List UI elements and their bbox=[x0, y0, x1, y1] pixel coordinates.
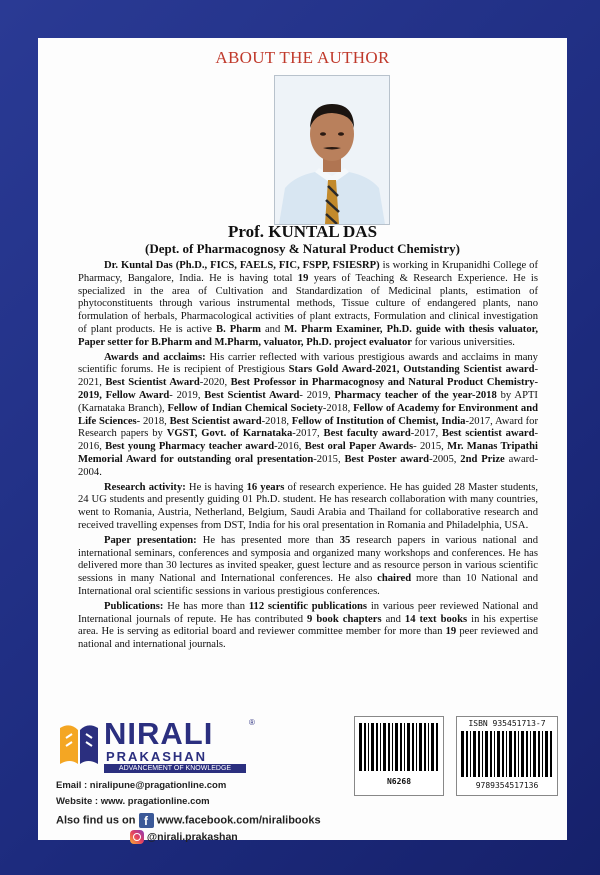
bio-emphasis: Stars Gold Award-2021, Outstanding Scientist award bbox=[288, 364, 535, 376]
bio-emphasis: Best oral Paper Awards bbox=[304, 441, 414, 453]
bio-emphasis: Paper presentation: bbox=[104, 534, 197, 546]
bio-emphasis: Best Scientist Award bbox=[204, 389, 300, 401]
bio-emphasis: Awards and acclaims: bbox=[104, 351, 206, 363]
publisher-subname: PRAKASHAN bbox=[106, 749, 208, 764]
isbn-barcode bbox=[456, 716, 558, 796]
bio-emphasis: 35 bbox=[339, 534, 351, 546]
bio-text-run: in his expertise area. He is serving as editorial board and reviewer committee member for more than bbox=[78, 613, 538, 638]
bio-paragraph-publications bbox=[78, 601, 538, 652]
bio-text-run: -2018, bbox=[261, 415, 292, 427]
barcode-bars-isbn bbox=[461, 731, 553, 777]
registered-mark: ® bbox=[249, 718, 255, 727]
author-biography bbox=[78, 260, 538, 654]
book-logo-icon bbox=[56, 718, 102, 768]
bio-text-run: is working in Krupanidhi College of Pharmacy, Bangalore, India. He is having total bbox=[78, 260, 538, 284]
bio-text-run: research papers in various national and international seminars, conferences and symposia and organized many workshops and conferences. He has delivered more than 30 lectures as invited speaker, guest lecture and as resource person in various scientific sessions in many National and International conferences. He also bbox=[78, 534, 538, 585]
facebook-icon: f bbox=[139, 813, 154, 828]
bio-emphasis: Best Professor in Pharmacognosy and Natural Product Chemistry-2019, Fellow Award bbox=[78, 377, 538, 401]
bio-text-run: -2017, Award for Research papers by bbox=[78, 415, 538, 440]
bio-text-run: He is having bbox=[185, 481, 247, 493]
find-us-label: Also find us on bbox=[56, 814, 136, 827]
bio-text-run: -2017, bbox=[410, 428, 442, 440]
bio-text-run: - 2015, bbox=[413, 441, 448, 453]
publisher-logo bbox=[56, 716, 266, 772]
bio-text-run: peer reviewed and national and international journals. bbox=[78, 626, 538, 651]
bio-text-run: years of Teaching & Research Experience. He is specialized in the area of Cultivation and Standardization of Medicinal plants, estimation of phytoconstituents through various instrumental methods, Tissue culture of endangered plants, nano formulation of herbals, Pharmacological activities of plant extracts, Formulation and clinical investigation of plant products. He is active bbox=[78, 272, 538, 335]
bio-emphasis: M. Pharm Examiner, Ph.D. guide with thesis valuator, Paper setter for B.Pharm and M.Pharm, valuator, Ph.D. project evaluator bbox=[78, 323, 538, 348]
author-photo bbox=[274, 75, 390, 225]
author-department: (Dept. of Pharmacognosy & Natural Product Chemistry) bbox=[145, 241, 460, 256]
bio-emphasis: 112 scientific publications bbox=[248, 600, 368, 612]
instagram-line bbox=[130, 830, 238, 844]
bio-emphasis: Fellow of Indian Chemical Society bbox=[167, 402, 323, 414]
isbn-number: 9789354517136 bbox=[475, 781, 539, 790]
barcode-bars-internal bbox=[359, 723, 439, 771]
bio-paragraph-awards bbox=[78, 352, 538, 480]
bio-text-run: - 2019, bbox=[299, 389, 335, 401]
bio-emphasis: Mr. Manas Tripathi Memorial Award for outstanding oral presentation bbox=[78, 441, 538, 465]
bio-emphasis: Best Scientist Award bbox=[105, 377, 200, 389]
bio-emphasis: 19 bbox=[297, 272, 309, 284]
publisher-panel bbox=[38, 700, 567, 843]
bio-text-run: -2017, bbox=[292, 428, 324, 440]
bio-text-run: more than 10 National and International oral scientific sessions in various prestigious conferences. bbox=[78, 573, 538, 597]
email-link[interactable]: niralipune@pragationline.com bbox=[89, 780, 227, 791]
bio-emphasis: VGST, Govt. of Karnataka bbox=[166, 428, 293, 440]
internal-barcode bbox=[354, 716, 444, 796]
bio-emphasis: 14 text books bbox=[404, 613, 468, 625]
bio-emphasis: Research activity: bbox=[104, 481, 186, 493]
bio-text-run: and bbox=[260, 323, 285, 335]
facebook-link[interactable]: www.facebook.com/niralibooks bbox=[156, 814, 321, 827]
bio-paragraph-intro bbox=[78, 260, 538, 350]
bio-emphasis: chaired bbox=[377, 573, 412, 585]
bio-text-run: -2016, bbox=[78, 428, 539, 453]
internal-code: N6268 bbox=[386, 777, 412, 786]
website-line bbox=[56, 796, 210, 807]
bio-paragraph-research bbox=[78, 482, 538, 533]
author-panel bbox=[38, 38, 567, 700]
bio-text-run: He has more than bbox=[163, 600, 249, 612]
bio-text-run: by APTI (Karnataka Branch), bbox=[78, 389, 538, 414]
website-label: Website : bbox=[56, 796, 99, 807]
bio-emphasis: Best scientist award bbox=[442, 428, 535, 440]
bio-text-run: He has presented more than bbox=[196, 534, 340, 546]
bio-text-run: and bbox=[381, 613, 405, 625]
bio-emphasis: Best faculty award bbox=[323, 428, 411, 440]
section-heading: ABOUT THE AUTHOR bbox=[215, 48, 390, 67]
bio-text-run: -2020, bbox=[199, 377, 231, 389]
bio-text-run: -2005, bbox=[429, 453, 461, 465]
bio-text-run: -2018, bbox=[322, 402, 354, 414]
bio-emphasis: 2nd Prize bbox=[460, 453, 505, 465]
bio-text-run: in various peer reviewed National and International journals of repute. He has contributed bbox=[78, 600, 538, 625]
bio-emphasis: Fellow of Institution of Chemist, India bbox=[291, 415, 466, 427]
email-line bbox=[56, 780, 226, 791]
bio-emphasis: Dr. Kuntal Das (Ph.D., FICS, FAELS, FIC, FSPP, FSIESRP) bbox=[104, 260, 380, 271]
publisher-tagline: ADVANCEMENT OF KNOWLEDGE bbox=[104, 764, 246, 773]
email-label: Email : bbox=[56, 780, 88, 791]
bio-emphasis: 19 bbox=[445, 626, 457, 638]
website-link[interactable]: www. pragationline.com bbox=[100, 796, 210, 807]
bio-text-run: His carrier reflected with various prestigious awards and acclaims in many scientific forums. He is recipient of Prestigious bbox=[78, 351, 538, 376]
author-name: Prof. KUNTAL DAS bbox=[227, 222, 378, 241]
bio-emphasis: B. Pharm bbox=[216, 323, 261, 335]
bio-emphasis: Best young Pharmacy teacher award bbox=[105, 441, 275, 453]
bio-emphasis: 16 years bbox=[246, 481, 285, 493]
bio-text-run: of research experience. He has guided 28 Master students, 24 UG students and presently guiding 01 Ph.D. student. He has research collaboration with many countries, went to Romania, Austria, Netherland, Belgium, Saudi Arabia and Thailand for collaborative research and received travelling expenses from DST, India for his oral presentation in Romania and Philadelphia, USA. bbox=[78, 481, 538, 531]
facebook-line bbox=[56, 813, 321, 828]
bio-text-run: - 2018, bbox=[136, 415, 170, 427]
bio-emphasis: Best Scientist award bbox=[169, 415, 262, 427]
bio-emphasis: 9 book chapters bbox=[307, 613, 382, 625]
bio-emphasis: Fellow of Academy for Environment and Life Sciences bbox=[78, 402, 539, 427]
bio-text-run: -2016, bbox=[274, 441, 305, 453]
publisher-name: NIRALI bbox=[104, 716, 214, 751]
bio-paragraph-presentations bbox=[78, 535, 538, 599]
bio-emphasis: Publications: bbox=[104, 600, 164, 612]
bio-text-run: - 2019, bbox=[169, 389, 205, 401]
bio-emphasis: Pharmacy teacher of the year-2018 bbox=[334, 389, 497, 401]
portrait-illustration bbox=[275, 76, 389, 224]
bio-text-run: for various universities. bbox=[411, 336, 515, 348]
bio-text-run: -2021, bbox=[78, 364, 538, 389]
instagram-icon bbox=[130, 830, 144, 844]
bio-emphasis: Best Poster award bbox=[344, 453, 430, 465]
instagram-handle[interactable]: @nirali.prakashan bbox=[146, 830, 238, 843]
bio-text-run: award-2004. bbox=[78, 453, 538, 478]
bio-text-run: -2015, bbox=[313, 453, 345, 465]
isbn-label: ISBN 935451713-7 bbox=[468, 719, 546, 728]
